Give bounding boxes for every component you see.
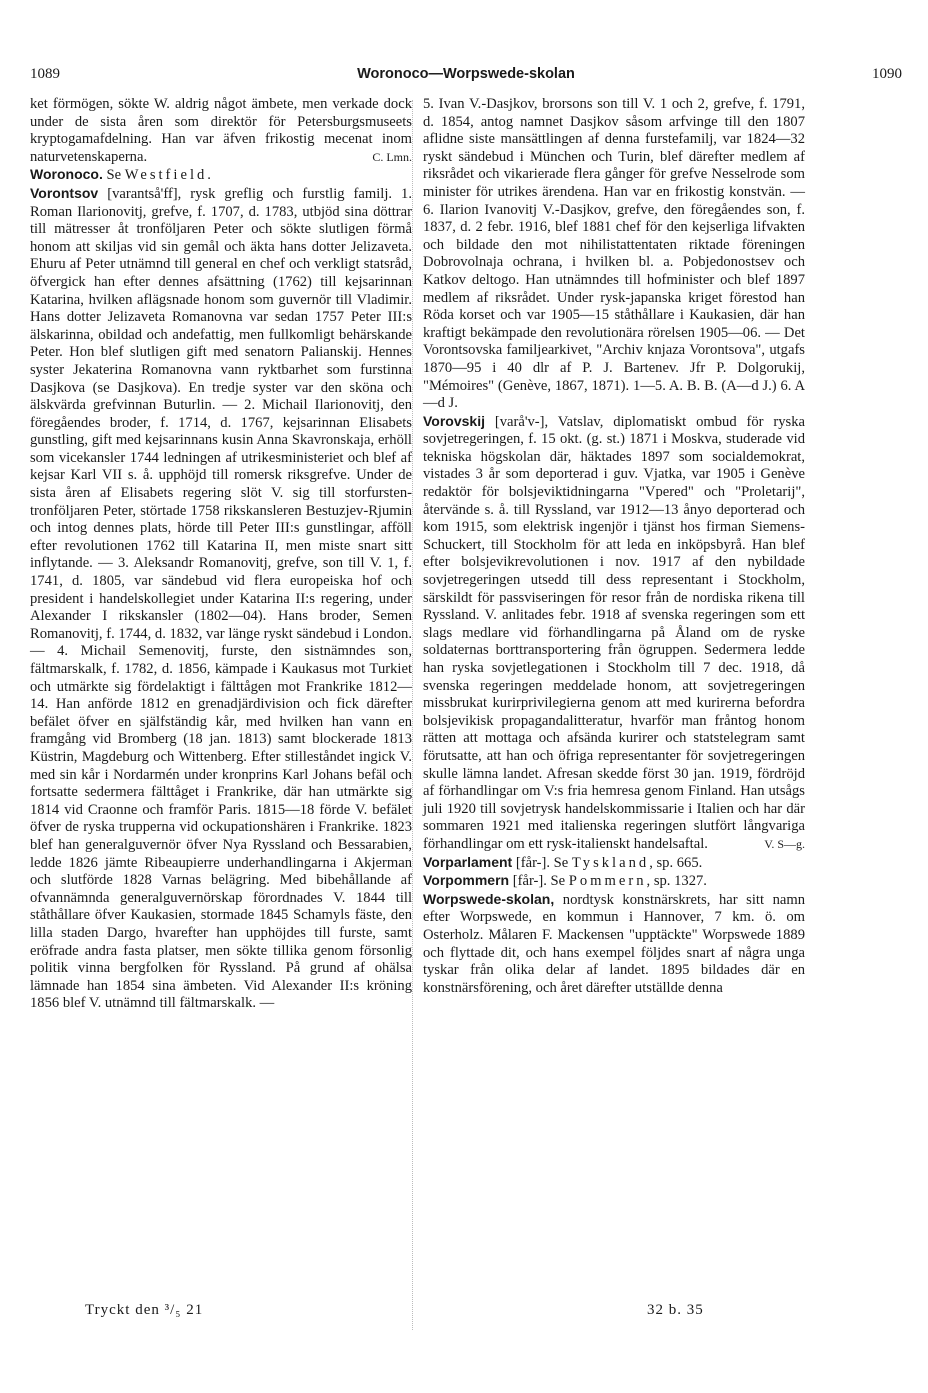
entry-headword: Vorpommern [423,872,510,889]
entry-woronoco [30,166,412,185]
cross-reference: Pommern [568,873,647,890]
entry-headword: Vorparlament [423,853,513,870]
entry-continuation [30,96,412,166]
entry-headword: Vorontsov [30,184,99,201]
entry-text: nordtysk konstnärskrets, har sitt namn efter Worpswede, en kommun i Hannover, 7 km. ö. om Osterholz. Målaren F. Mackensen "upptäckte" Worpswede 1889 och flyttade dit, och hans exempel följdes snart af några unga tyskar från olika delar af landet. 1895 bildades där en konstnärsförening, och året därefter utställde denna [423,891,805,996]
entry-vorparlament [423,854,805,873]
signature-mark: 32 b. 35 [647,1302,704,1318]
entry-text: 5. Ivan V.-Dasjkov, brorsons son till V. 1 och 2, grefve, f. 1791, d. 1854, antog namnet Dasjkov såsom arfvinge till den 1807 aflidne siste mansättlingen af denna furstefamilj, var 1824—32 ryskt sändebud i München och Turin, blef därefter medlem af riksrådet och vikarierade flera gånger för grefve Nesselrode som minister för utrikes ärendena. Han var en frikostig konstvän. — 6. Ilarion Ivanovitj V.-Dasjkov, grefve, den föregåendes son, f. 1837, d. 2 febr. 1916, blef 1881 chef för den kejserliga lifvakten och bildade den mot nihilistattentaten riktade föreningen Dobrovolnaja ochrana, i hvilken bl. a. Pobjedonostsev och Katkov deltogo. Han utnämndes till hofminister och blef 1897 medlem af riksrådet. Under rysk-japanska kriget förestod han Röda korset och var 1905—15 ståthållare i Kaukasien, där han kraftigt bekämpade den revolutionära rörelsen 1905—06. — Det Vorontsovska familjearkivet, "Archiv knjaza Vorontsova", utgafs 1870—95 i 40 dlr af P. J. Bartenev. Jfr P. Dolgorukij, "Mémoires" (Genève, 1867, 1871). 1—5. A. B. B. (A—d J.) 6. A—d J. [423,96,805,412]
entry-text: Se [102,167,125,184]
entry-vorontsov [30,185,412,1013]
entry-vorontsov-continued [423,96,805,413]
entry-headword: Worpswede-skolan, [423,890,555,907]
cross-reference: Tyskland [571,854,650,871]
entry-text: ket förmögen, sökte W. aldrig något ämbete, men verkade dock under de sista åren som direktör för Petersburgsmuseets kryptogamafdelning. Han var äfven frikostig mecenat inom naturvetenskaperna. [30,96,412,165]
entry-text: , sp. 1327. [646,873,707,890]
entry-vorovskij [423,413,805,854]
entry-headword: Vorovskij [423,412,485,429]
print-date: Tryckt den ³/₅ 21 [85,1302,204,1318]
entry-text: [får-]. Se [512,854,572,871]
page-number-right: 1090 [872,66,902,82]
author-signature: C. Lmn. [372,149,412,164]
running-title: Woronoco—Worpswede-skolan [357,66,575,82]
column-divider [412,100,413,1330]
author-signature: V. S—g. [764,836,805,851]
left-column [30,96,412,1013]
entry-vorpommern [423,872,805,891]
entry-text: , sp. 665. [649,854,703,871]
entry-text: [får-]. Se [509,873,569,890]
entry-worpswede-skolan [423,891,805,998]
entry-text: [varå'v-], Vatslav, diplomatiskt ombud för ryska sovjetregeringen, f. 15 okt. (g. st.) 1871 i Moskva, studerade vid tekniska högskolan där, häktades 1897 som socialdemokrat, vistades 3 år som deporterad i guv. Vjatka, var 1905 i Genève redaktör för bolsjeviktidningarna "Vpered" och "Proletarij", återvände s. å. till Ryssland, var 1912—13 ånyo deporterad och kom 1915, som elektrisk ingenjör i tjänst hos firman Siemens-Schuckert, till Stockholm för att leda en inköpsbyrå. Han blef efter bolsjevikrevolutionen i nov. 1917 af den nybildade sovjetregeringen utsedd till dess representant i Stockholm, särskildt för passviseringen för resor från de nordiska rikena till Ryssland. V. anlitades febr. 1918 af svenska regeringen som ett slags medlare vid förhandlingarna på Åland om de ryske soldaternas borttransportering från ögruppen. Sedermera ledde han ryska sovjetlegationen i Stockholm till 7 dec. 1918, då svenska regeringen meddelade honom, att sovjetregeringen missbrukat kurirprivilegierna genom att med kurirerna befordra bolsjevikisk propagandalitteratur, hvarför man fråntog honom rätten att mottaga och afsända kurirer och statstelegram samt förutsatte, att han och öfriga representanter för sovjetregeringen skulle lämna landet. Afresan skedde först 30 jan. 1919, fördröjd af förhandlingar om V:s fria hemresa genom Finland. Han utsågs juli 1920 till sovjetrysk handelskommissarie i Italien och har där sommaren 1921 med italienska regeringen slutfört långvariga förhandlingar om ett rysk-italienskt handelsaftal. [423,413,805,852]
page-header [30,66,902,90]
page-number-left: 1089 [30,66,60,82]
cross-reference: Westfield. [124,167,214,184]
entry-headword: Woronoco. [30,166,103,183]
right-column [423,96,805,997]
entry-text: [varantså'ff], rysk greflig och furstlig familj. 1. Roman Ilarionovitj, grefve, f. 1707, d. 1783, utbjöd sina döttrar till mätresser åt tronföljaren Peter och sökte slutligen förmå honom att skiljas vid sin gemål och äkta hans dotter Jelizaveta. Ehuru af Peter utnämnd till general en chef och verkligt statsråd, öfvergick han efter dennes afsättning (1762) till kejsarinnan Katarina, hvilken aflägsnade honom som guvernör till Vladimir. Hans dotter Jelizaveta Romanovna var sedan 1757 Peter III:s älskarinna, obildad och andefattig, men fullkomligt behärskande Peter. Hon blef slutligen gift med senatorn Palianskij. Hennes syster Jekaterina Romanovna vann ryktbarhet som furstinna Dasjkova (se Dasjkova). En tredje syster var den sköna och älskvärda grefvinnan Buturlin. — 2. Michail Ilarionovitj, den föregåendes broder, f. 1714, d. 1767, kejsarinnan Elisabets gunstling, gift med kejsarinnans kusin Anna Skavronskaja, erhöll som vicekansler 1744 ledningen af utrikesministeriet och blef af kejsar Karl VII s. å. upphöjd till romersk riksgrefve. Under de sista åren af Elisabets regering slöt V. sig till storfursten-tronföljaren Peter, störtade 1758 rikskansleren Bestuzjev-Rjumin och intog dennes plats, hörde till Peter III:s gunstlingar, afföll efter revolutionen 1762 till Katarina II, men miste snart sitt inflytande. — 3. Aleksandr Romanovitj, grefve, son till V. 1, f. 1741, d. 1805, var sändebud vid flera europeiska hof och president i handelskollegiet under Katarina II:s regering, under Alexander I rikskansler (1802—04). Hans broder, Semen Romanovitj, f. 1744, d. 1832, var länge ryskt sändebud i London. — 4. Michail Semenovitj, furste, den sistnämndes son, fältmarskalk, f. 1782, d. 1856, kämpade i Kaukasus mot Turkiet och utmärkte sig fördelaktigt i fälttågen mot Frankrike 1812—14. Han anförde 1812 en grenadjärdivision och fick därefter befälet öfver en själfständig kår, med hvilken han vann en framgång vid Bromberg (18 jan. 1813) samt blockerade 1813 Küstrin, Magdeburg och Wittenberg. Efter stilleståndet ingick V. med sin kår i Nordarmén under kronprins Karl Johans befäl och fortsatte sedermera fälttåget i Frankrike, där han utmärkte sig 1814 vid Craonne och framför Paris. 1815—18 förde V. befälet öfver de ryska trupperna vid ockupationshären i Frankrike. 1823 blef han generalguvernör öfver Nya Ryssland och Bessarabien, ledde 1826 jämte Ribeaupierre underhandlingarna i Akjerman och slutförde 1828 Varnas belägring. Med bibehållande af ofvannämnda generalguvernörskap förordnades V. 1844 till ståthållare öfver Kaukasien, stormade 1845 Schamyls fäste, den lilla staden Dargo, hvarefter han upphöjdes till furste, samt eröfrade andra fasta platser, men sökte tillika genom försonlig politik vinna bergfolken för Ryssland. På grund af ohälsa lämnade han 1854 sina ämbeten. Vid Alexander II:s kröning 1856 blef V. utnämnd till fältmarskalk. — [30,185,412,1012]
